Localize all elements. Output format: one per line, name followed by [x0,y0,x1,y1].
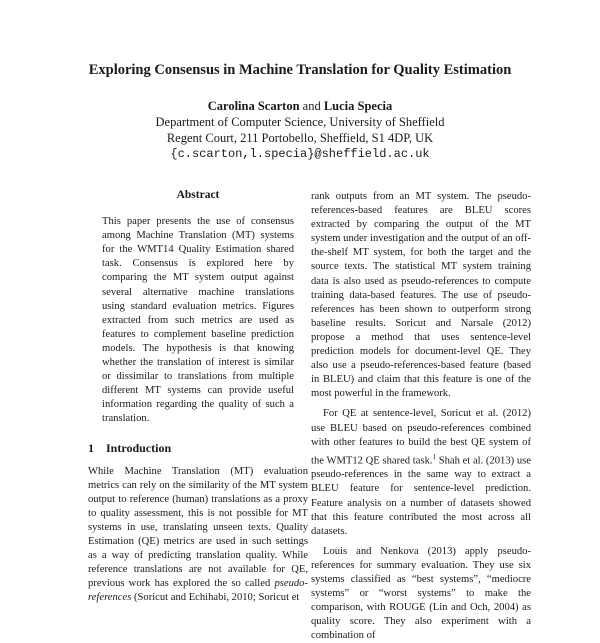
author-email: {c.scarton,l.specia}@sheffield.ac.uk [170,147,430,161]
section-heading-introduction [88,441,308,455]
author-block [0,98,600,162]
affiliation-line-1: Department of Computer Science, University of Sheffield [155,115,445,129]
right-column [311,190,531,643]
intro-text-a: While Machine Translation (MT) evaluation metrics can rely on the similarity of the MT system output to reference (human) translations as a proxy to quality assessment, this is not possible for MT systems in use, translating unseen texts. Quality Estimation (QE) metrics are used in such settings as a way of predicting translation quality. While reference translations are not available for QE, previous work has explored the so called [88,465,308,590]
p2-text-a: For QE at sentence-level, Soricut et al. (2012) use BLEU based on pseudo-references combined with other features to build the best QE system of the WMT12 QE shared task. [311,408,531,467]
section-title-text: Introduction [106,440,172,455]
right-paragraph-1: rank outputs from an MT system. The pseudo-references-based features are BLEU scores extracted by comparing the output of the MT system under investigation and the output of an off-the-shelf MT system, for both the target and the source texts. The statistical MT system training data is also used as pseudo-references to compute training data-based features. The use of pseudo-references has been shown to outperform strong baseline results. Soricut and Narsale (2012) propose a method that uses sentence-level prediction models for document-level QE. They also use a pseudo-references-based feature (based in BLEU) and claim that this feature is one of the most powerful in the framework. [311,191,531,400]
intro-text-italic: pseudo-references [88,578,308,604]
footnote-marker: 1 [432,452,437,461]
author-1: Carolina Scarton [207,99,300,113]
p2-text-b: Shah et al. (2013) use pseudo-references in the same way to extract a BLEU feature for sentence-level prediction. Feature analysis on a number of datasets showed that this feature contributed the most across all datasets. [311,455,532,537]
introduction-paragraph [88,465,308,606]
abstract-text: This paper presents the use of consensus among Machine Translation (MT) systems for the WMT14 Quality Estimation shared task. Consensus is explored here by comparing the MT system output against several alternative machine translations using standard evaluation metrics. Figures extracted from such metrics are used as features to complement baseline prediction models. The hypothesis is that knowing whether the translation of interest is similar or dissimilar to translations from multiple different MT systems can provide useful information regarding the quality of such a translation. [102,216,294,425]
right-paragraph-2 [311,407,531,538]
intro-text-b: (Soricut and Echihabi, 2010; Soricut et [131,592,300,604]
author-names [0,98,600,114]
left-column [88,188,308,606]
abstract-heading: Abstract [176,189,220,201]
right-paragraph-3: Louis and Nenkova (2013) apply pseudo-references for summary evaluation. They use six systems classified as “best systems”, “mediocre systems” or “worst systems” to make the comparison, with ROUGE (Lin and Och, 2004) as quality score. They also experiment with a combination of [311,545,531,642]
paper-title: Exploring Consensus in Machine Translation for Quality Estimation [88,62,512,78]
section-number: 1 [88,440,94,455]
author-conjunction: and [302,99,321,113]
affiliation-line-2: Regent Court, 211 Portobello, Sheffield, S1 4DP, UK [166,131,434,145]
author-2: Lucia Specia [323,99,393,113]
